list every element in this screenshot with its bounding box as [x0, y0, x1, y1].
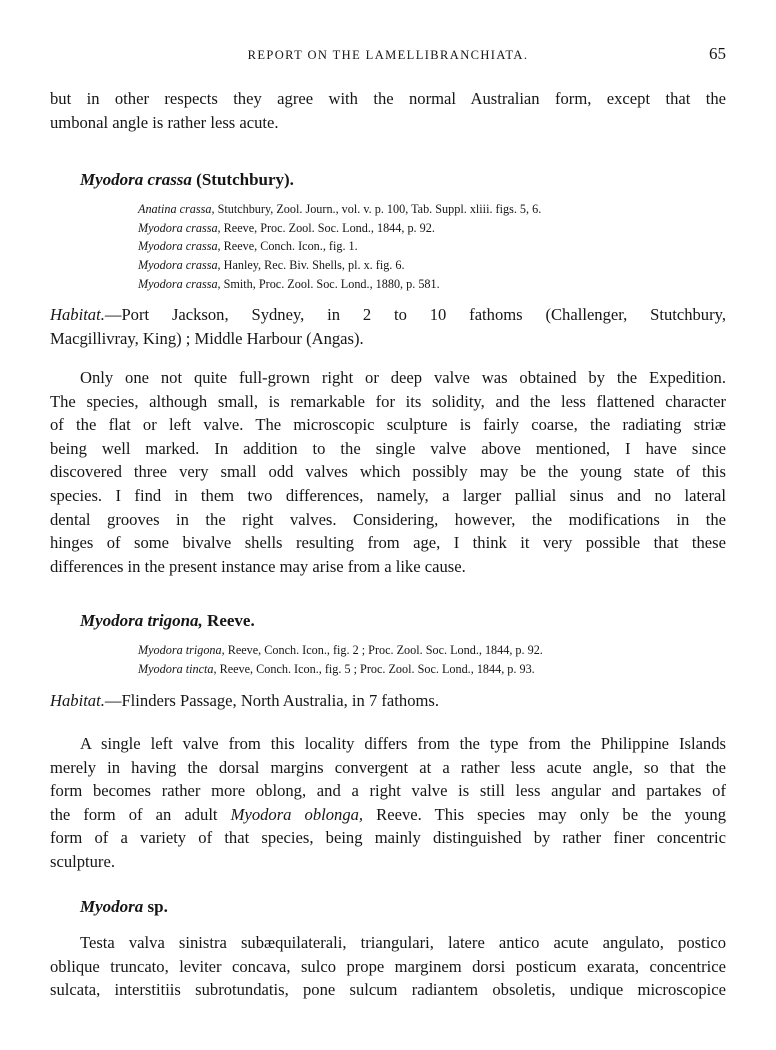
text-line — [50, 850, 726, 874]
text-run: A single left valve from this locality differs from the type from the Philippine Islands — [80, 734, 726, 753]
synonym-entry — [138, 660, 698, 679]
text-run: merely in having the dorsal margins convergent at a rather less acute angle, so that the — [50, 757, 726, 777]
text-line — [50, 826, 726, 850]
habitat-line: Macgillivray, King) ; Middle Harbour (Angas). — [50, 328, 364, 348]
synonym-reference: Reeve, Conch. Icon., fig. 2 ; Proc. Zool. Soc. Lond., 1844, p. 92. — [227, 643, 543, 657]
text-line: Only one not quite full-grown right or deep valve was obtained by the Expedition. — [80, 368, 726, 387]
species-author: Reeve. — [207, 611, 255, 630]
habitat-line — [50, 303, 726, 327]
species-author: sp. — [147, 897, 168, 916]
description-trigona — [50, 732, 726, 874]
text-line: discovered three very small odd valves which possibly may be the young state of this — [50, 462, 726, 482]
synonym-name: Myodora trigona, — [138, 643, 225, 657]
species-heading-trigona — [80, 611, 255, 631]
text-run: sculpture. — [50, 851, 115, 871]
text-line: The species, although small, is remarkable for its solidity, and the less flattened character — [50, 391, 726, 411]
intro-paragraph — [50, 87, 726, 134]
synonym-entry — [138, 641, 698, 660]
synonym-name: Anatina crassa, — [138, 202, 215, 216]
text-line: Testa valva sinistra subæquilaterali, triangulari, latere antico acute angulato, postico — [80, 933, 726, 952]
running-title: REPORT ON THE LAMELLIBRANCHIATA. — [247, 48, 529, 62]
text-run: form becomes rather more oblong, and a right valve is still less angular and partakes of — [50, 781, 726, 801]
synonym-reference: Reeve, Proc. Zool. Soc. Lond., 1844, p. 92. — [223, 220, 435, 235]
page-number: 65 — [709, 44, 726, 63]
text-line: differences in the present instance may arise from a like cause. — [50, 556, 466, 576]
synonym-reference: Smith, Proc. Zool. Soc. Lond., 1880, p. 581. — [223, 276, 440, 291]
habitat-line — [50, 689, 726, 713]
synonym-entry — [138, 256, 698, 275]
habitat-label: Habitat. — [50, 305, 105, 324]
text-line — [50, 756, 726, 780]
text-run: form of a variety of that species, being mainly distinguished by rather finer concentric — [50, 828, 726, 848]
text-line: species. I find in them two differences, namely, a larger pallial sinus and no lateral — [50, 485, 726, 505]
species-name: Myodora crassa — [80, 170, 192, 189]
synonym-entry — [138, 200, 698, 219]
synonym-reference: Reeve, Conch. Icon., fig. 1. — [223, 239, 358, 254]
synonym-entry — [138, 275, 698, 294]
text-line — [50, 803, 726, 827]
text-line: of the flat or left valve. The microscopic sculpture is fairly coarse, the radiating striæ — [50, 415, 726, 435]
species-mention: Myodora oblonga, — [230, 804, 364, 824]
species-heading-crassa — [80, 170, 294, 190]
text-line: but in other respects they agree with the normal Australian form, except that the — [50, 89, 726, 108]
species-name: Myodora — [80, 897, 144, 916]
running-header — [48, 44, 728, 66]
habitat-trigona — [50, 689, 726, 713]
synonym-reference: Reeve, Conch. Icon., fig. 5 ; Proc. Zool. Soc. Lond., 1844, p. 93. — [219, 661, 535, 676]
synonym-entry — [138, 219, 698, 238]
synonym-reference: Stutchbury, Zool. Journ., vol. v. p. 100, Tab. Suppl. xliii. figs. 5, 6. — [217, 202, 542, 216]
synonym-entry — [138, 237, 698, 256]
text-run: Reeve. This species may only be the young — [363, 804, 726, 824]
synonym-reference: Hanley, Rec. Biv. Shells, pl. x. fig. 6. — [223, 258, 405, 273]
habitat-text: —Flinders Passage, North Australia, in 7 fathoms. — [104, 691, 440, 710]
species-heading-sp — [80, 897, 168, 917]
text-line: sulcata, interstitiis subrotundatis, pone sulcum radiantem obsoletis, undique microscopice — [50, 980, 726, 1000]
text-line — [50, 732, 726, 756]
habitat-crassa — [50, 303, 726, 350]
synonym-name: Myodora crassa, — [138, 258, 221, 273]
synonym-name: Myodora tincta, — [138, 661, 217, 676]
synonymy-list-trigona — [138, 641, 698, 678]
text-line: dental grooves in the right valves. Considering, however, the modifications in the — [50, 509, 726, 529]
synonym-name: Myodora crassa, — [138, 276, 221, 291]
text-line: umbonal angle is rather less acute. — [50, 112, 279, 132]
text-line — [50, 779, 726, 803]
habitat-text: —Port Jackson, Sydney, in 2 to 10 fathoms (Challenger, Stutchbury, — [104, 305, 726, 324]
synonym-name: Myodora crassa, — [138, 239, 221, 254]
text-line: being well marked. In addition to the single valve above mentioned, I have since — [50, 438, 726, 458]
text-line: hinges of some bivalve shells resulting from age, I think it very possible that these — [50, 533, 726, 553]
description-sp — [50, 931, 726, 1002]
species-name: Myodora trigona, — [80, 611, 203, 630]
text-line: oblique truncato, leviter concava, sulco prope marginem dorsi posticum exarata, concentrice — [50, 956, 726, 976]
habitat-label: Habitat. — [50, 691, 105, 710]
synonym-name: Myodora crassa, — [138, 220, 221, 235]
description-crassa — [50, 366, 726, 578]
text-run: the form of an adult — [50, 804, 231, 824]
synonymy-list-crassa — [138, 200, 698, 294]
species-author: (Stutchbury). — [196, 170, 294, 189]
